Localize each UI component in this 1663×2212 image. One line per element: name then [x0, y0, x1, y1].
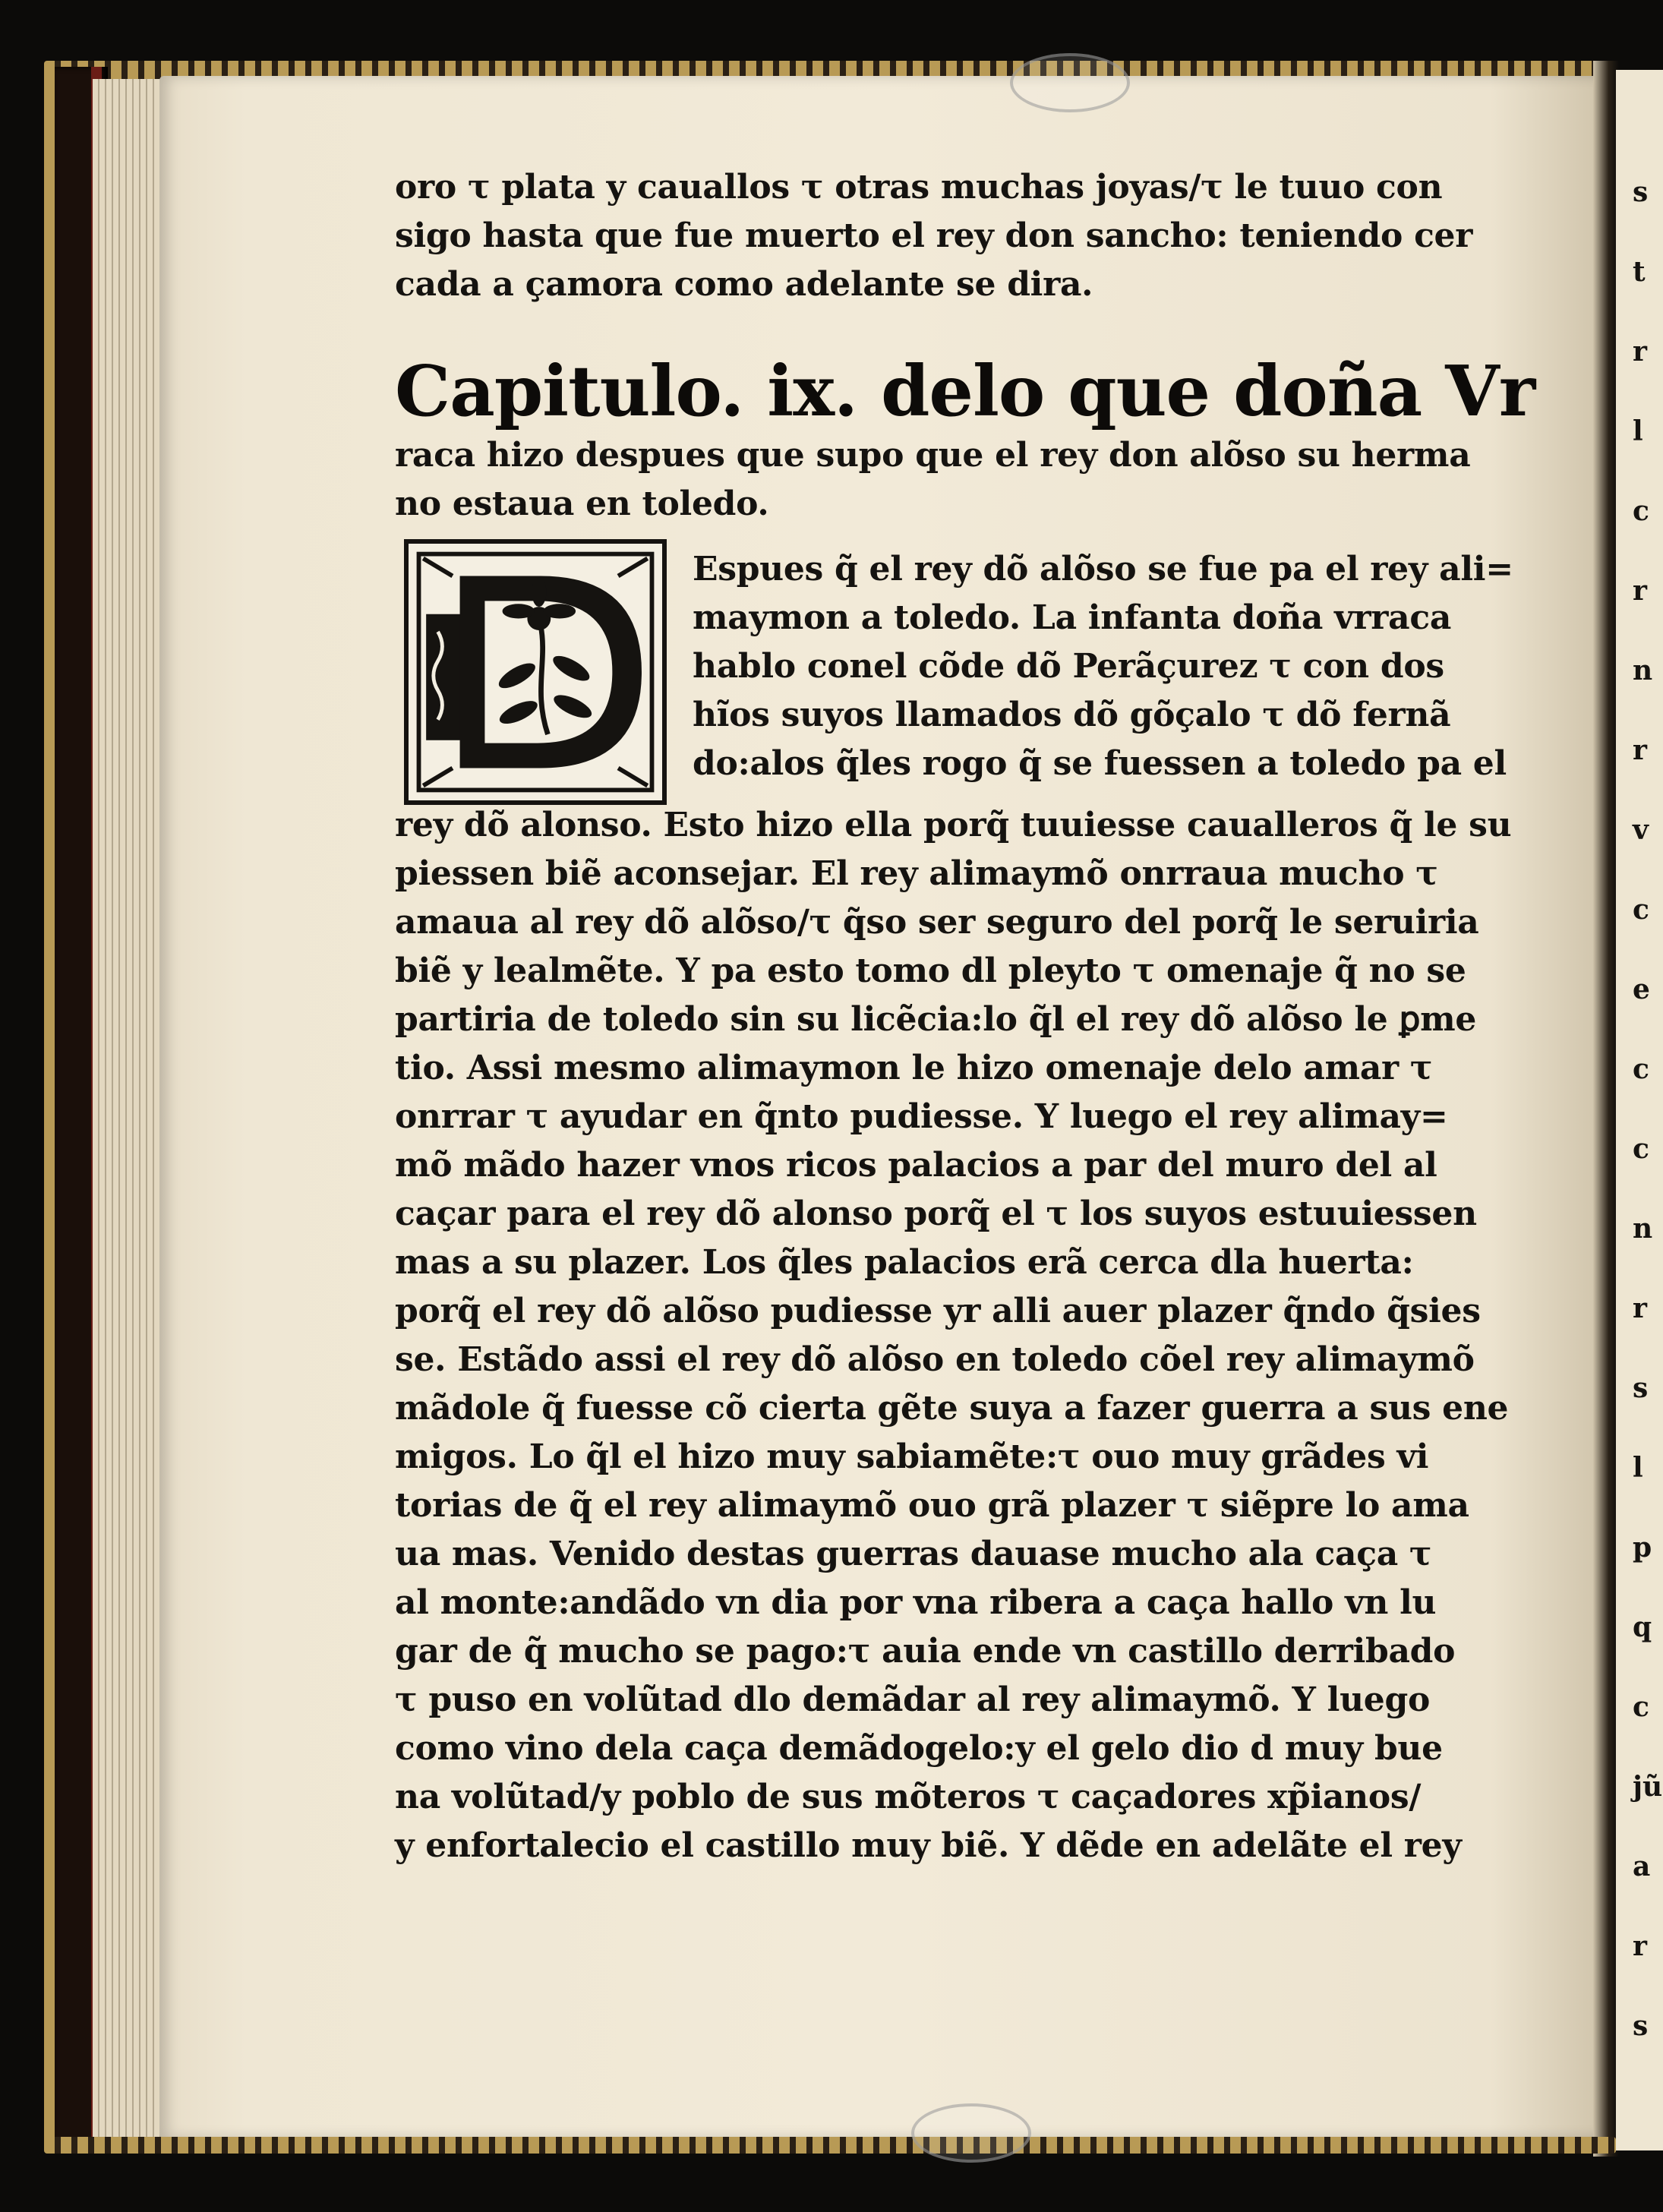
text-line: oro τ plata y cauallos τ otras muchas joyas/τ le tuuo con: [395, 168, 1443, 207]
next-page-fragment: r: [1633, 734, 1647, 766]
text-line: mas a su plazer. Los q̃les palacios erã cerca dla huerta:: [395, 1243, 1414, 1282]
text-line: porq̃ el rey dõ alõso pudiesse yr alli auer plazer q̃ndo q̃sies: [395, 1292, 1481, 1330]
text-line: torias de q̃ el rey alimaymõ ouo grã plazer τ siẽpre lo ama: [395, 1486, 1469, 1525]
text-line: hĩos suyos llamados dõ gõçalo τ dõ fernã: [693, 696, 1451, 734]
text-line: onrrar τ ayudar en q̃nto pudiesse. Y luego el rey alimay=: [395, 1097, 1448, 1136]
text-line: mõ mãdo hazer vnos ricos palacios a par del muro del al: [395, 1146, 1437, 1185]
text-line: partiria de toledo sin su licẽcia:lo q̃l el rey dõ alõso le ꝑme: [395, 1000, 1477, 1039]
next-page-fragment: v: [1633, 814, 1649, 846]
text-line: τ puso en volũtad dlo demãdar al rey alimaymõ. Y luego: [395, 1680, 1430, 1719]
text-line: sigo hasta que fue muerto el rey don sancho: teniendo cer: [395, 216, 1473, 255]
text-line: gar de q̃ mucho se pago:τ auia ende vn castillo derribado: [395, 1632, 1456, 1671]
next-page-fragment: c: [1633, 894, 1649, 926]
text-line: Espues q̃ el rey dõ alõso se fue pa el rey ali=: [693, 550, 1513, 588]
chapter-heading: Capitulo. ix. delo que doña Vr: [395, 350, 1535, 432]
next-page-fragment: c: [1633, 495, 1649, 527]
next-page-fragment: c: [1633, 1053, 1649, 1085]
next-page-fragment: e: [1633, 973, 1650, 1005]
next-page-fragment: s: [1633, 2010, 1649, 2042]
next-page-fragment: c: [1633, 1691, 1649, 1723]
next-page-fragment: r: [1633, 336, 1647, 368]
text-line: cada a çamora como adelante se dira.: [395, 265, 1093, 304]
text-line: como vino dela caça demãdogelo:y el gelo dio d muy bue: [395, 1729, 1443, 1768]
next-page-fragment: n: [1633, 1213, 1653, 1245]
next-page-edge: [1616, 70, 1663, 2150]
next-page-fragment: l: [1633, 415, 1643, 447]
text-line: maymon a toledo. La infanta doña vrraca: [693, 598, 1452, 637]
text-line: na volũtad/y poblo de sus mõteros τ caçadores xp̃ianos/: [395, 1778, 1422, 1816]
text-line: migos. Lo q̃l el hizo muy sabiamẽte:τ ouo muy grãdes vi: [395, 1437, 1429, 1476]
heading-continuation: [395, 431, 1557, 529]
next-page-fragment: q: [1633, 1611, 1652, 1643]
text-line: mãdole q̃ fuesse cõ cierta gẽte suya a fazer guerra a sus ene: [395, 1389, 1509, 1428]
text-line: do:alos q̃les rogo q̃ se fuessen a toledo pa el: [693, 744, 1507, 783]
next-page-fragment: n: [1633, 655, 1653, 686]
text-line: hablo conel cõde dõ Perãçurez τ con dos: [693, 647, 1444, 686]
text-line: amaua al rey dõ alõso/τ q̃so ser seguro del porq̃ le seruiria: [395, 903, 1479, 942]
next-page-fragment: jũ: [1633, 1771, 1663, 1803]
decorated-initial: [404, 539, 667, 805]
text-line: se. Estãdo assi el rey dõ alõso en toledo cõel rey alimaymõ: [395, 1340, 1475, 1379]
text-line: tio. Assi mesmo alimaymon le hizo omenaje delo amar τ: [395, 1049, 1433, 1087]
body-text-block: [395, 801, 1557, 1870]
text-line: raca hizo despues que supo que el rey don alõso su herma: [395, 436, 1471, 475]
text-line: biẽ y lealmẽte. Y pa esto tomo dl pleyto τ omenaje q̃ no se: [395, 951, 1466, 990]
next-page-fragment: t: [1633, 256, 1646, 288]
text-line: rey dõ alonso. Esto hizo ella porq̃ tuuiesse caualleros q̃ le su: [395, 806, 1512, 844]
initial-side-text: [693, 545, 1558, 788]
next-page-fragment: s: [1633, 1372, 1649, 1404]
gutter-shadow: [1593, 61, 1619, 2157]
next-page-fragment: a: [1633, 1851, 1651, 1882]
top-text-block: [395, 163, 1557, 309]
next-page-fragment: s: [1633, 176, 1649, 208]
cover-bottom-edge: [44, 2137, 1616, 2154]
text-line: ua mas. Venido destas guerras dauase mucho ala caça τ: [395, 1535, 1432, 1573]
page-clip-bottom: [911, 2103, 1031, 2163]
next-page-fragment: r: [1633, 1292, 1647, 1324]
text-line: y enfortalecio el castillo muy biẽ. Y dẽde en adelãte el rey: [395, 1826, 1462, 1865]
next-page-fragment: l: [1633, 1452, 1643, 1484]
initial-woodcut: [409, 544, 662, 800]
next-page-fragment: r: [1633, 1930, 1647, 1962]
next-page-fragment: p: [1633, 1532, 1652, 1564]
text-line: piessen biẽ aconsejar. El rey alimaymõ onrraua mucho τ: [395, 854, 1438, 893]
page-clip-top: [1010, 53, 1130, 112]
text-line: no estaua en toledo.: [395, 484, 769, 523]
next-page-fragment: r: [1633, 575, 1647, 607]
text-line: caçar para el rey dõ alonso porq̃ el τ los suyos estuuiessen: [395, 1194, 1477, 1233]
text-line: al monte:andãdo vn dia por vna ribera a caça hallo vn lu: [395, 1583, 1437, 1622]
next-page-fragment: c: [1633, 1133, 1649, 1165]
